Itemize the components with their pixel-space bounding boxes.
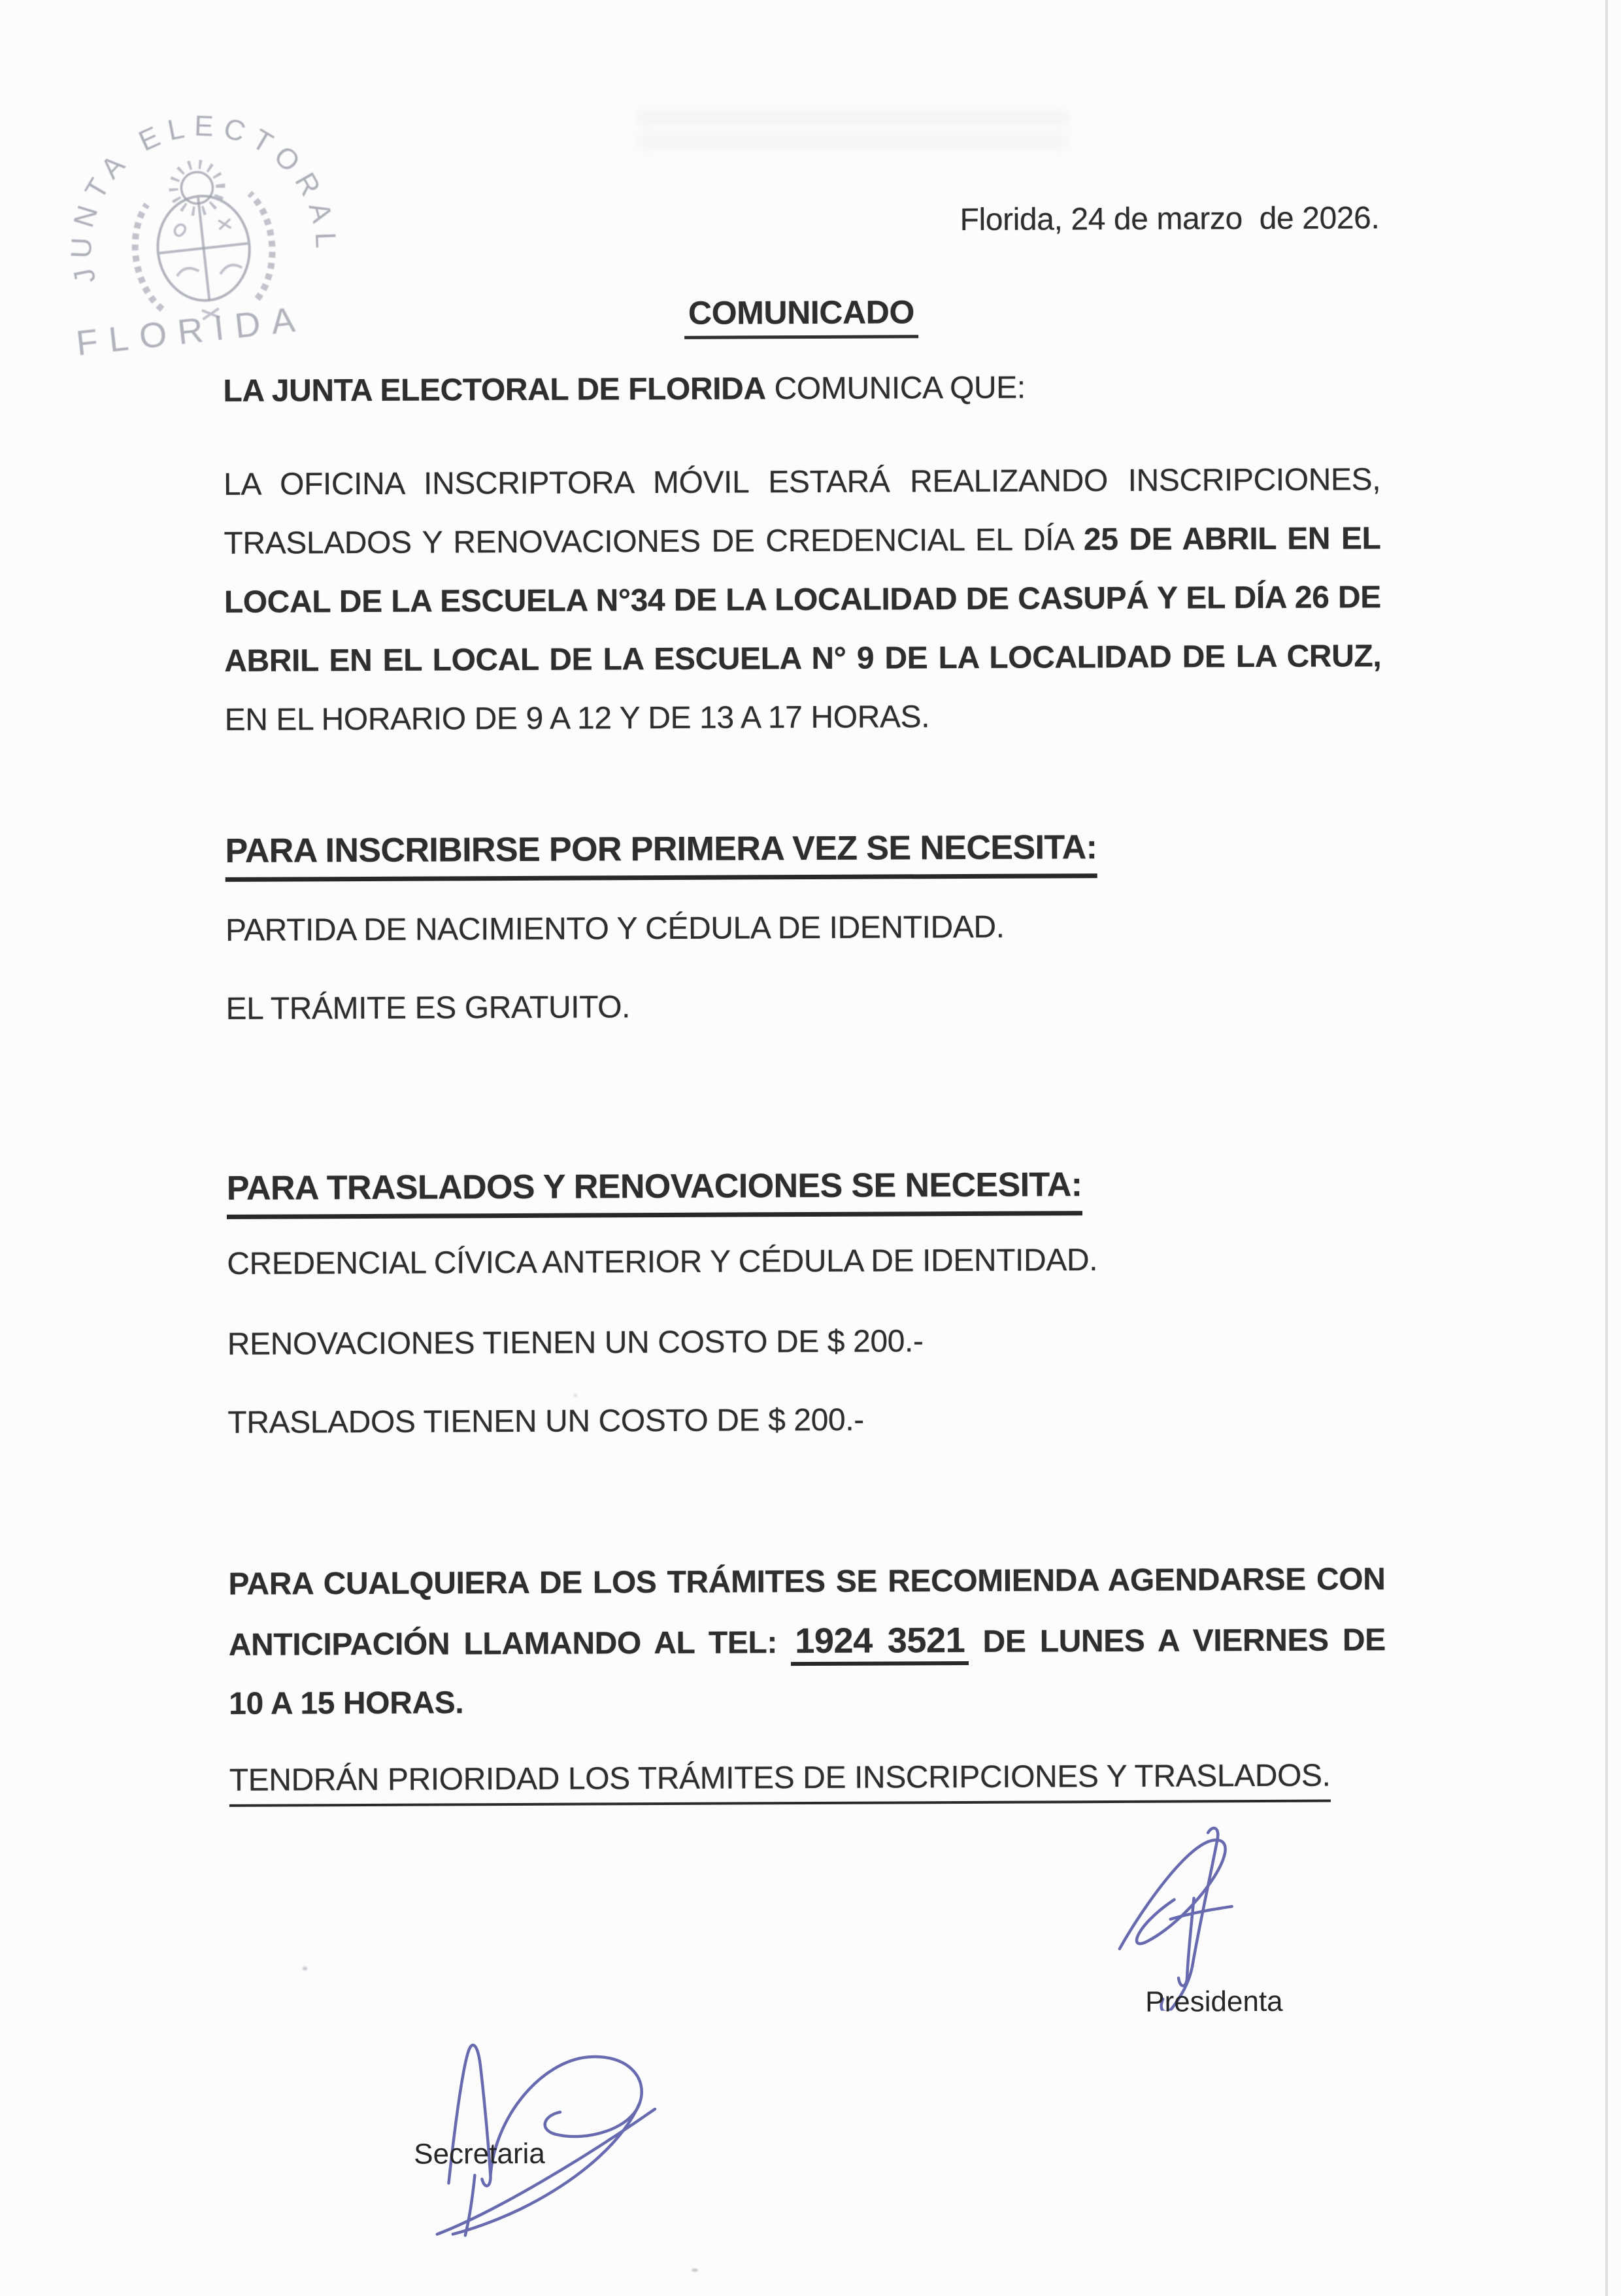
secretary-signature-label: Secretaria [414,2137,545,2170]
phone-number: 1924 3521 [791,1621,969,1666]
booking-line: PARA CUALQUIERA DE LOS TRÁMITES SE RECOMIENDA AGENDARSE CON [228,1562,1386,1602]
intro-line [223,367,1380,411]
booking-paragraph [228,1550,1386,1734]
requirement-item: RENOVACIONES TIENEN UN COSTO DE $ 200.- [227,1324,924,1362]
priority-note: TENDRÁN PRIORIDAD LOS TRÁMITES DE INSCRIPCIONES Y TRASLADOS. [229,1756,1386,1807]
document-title [223,290,1380,341]
section-transfers-heading: PARA TRASLADOS Y RENOVACIONES SE NECESITA: [227,1164,1384,1219]
date-line: Florida, 24 de marzo de 2026. [960,201,1380,237]
announcement-line: ABRIL EN EL LOCAL DE LA ESCUELA N° 9 DE LA LOCALIDAD DE LA CRUZ, [224,639,1382,679]
announcement-line: TRASLADOS Y RENOVACIONES DE CREDENCIAL EL DÍA 25 DE ABRIL EN EL [224,521,1381,561]
stamp-footer-text: FLORIDA [74,299,309,363]
section-first-time-heading: PARA INSCRIBIRSE POR PRIMERA VEZ SE NECESITA: [225,826,1382,882]
stamp-sun-rays [171,162,223,214]
requirement-item: CREDENCIAL CÍVICA ANTERIOR Y CÉDULA DE IDENTIDAD. [227,1243,1098,1281]
svg-text:JUNTA ELECTORAL [51,95,344,286]
announcement-line: LOCAL DE LA ESCUELA N°34 DE LA LOCALIDAD DE CASUPÁ Y EL DÍA 26 DE [224,580,1381,620]
requirement-item: TRASLADOS TIENEN UN COSTO DE $ 200.- [227,1402,864,1440]
announcement-paragraph [224,450,1382,750]
president-signature-label: Presidenta [1145,1985,1283,2018]
stamp-arc-text: JUNTA ELECTORAL [65,110,343,286]
intro-organization: LA JUNTA ELECTORAL DE FLORIDA [223,371,766,409]
intro-rest: COMUNICA QUE: [774,370,1026,407]
booking-line: ANTICIPACIÓN LLAMANDO AL TEL: 1924 3521 DE LUNES A VIERNES DE [229,1609,1386,1675]
document-title-text: COMUNICADO [684,292,918,339]
announcement-line: EN EL HORARIO DE 9 A 12 Y DE 13 A 17 HORAS. [224,700,930,737]
secretary-signature [390,2017,698,2241]
announcement-line: LA OFICINA INSCRIPTORA MÓVIL ESTARÁ REALIZANDO INSCRIPCIONES, [223,462,1381,502]
requirement-item: EL TRÁMITE ES GRATUITO. [226,990,631,1026]
requirement-item: PARTIDA DE NACIMIENTO Y CÉDULA DE IDENTIDAD. [225,909,1005,948]
booking-line: 10 A 15 HORAS. [229,1685,464,1721]
president-signature [1094,1814,1284,2011]
